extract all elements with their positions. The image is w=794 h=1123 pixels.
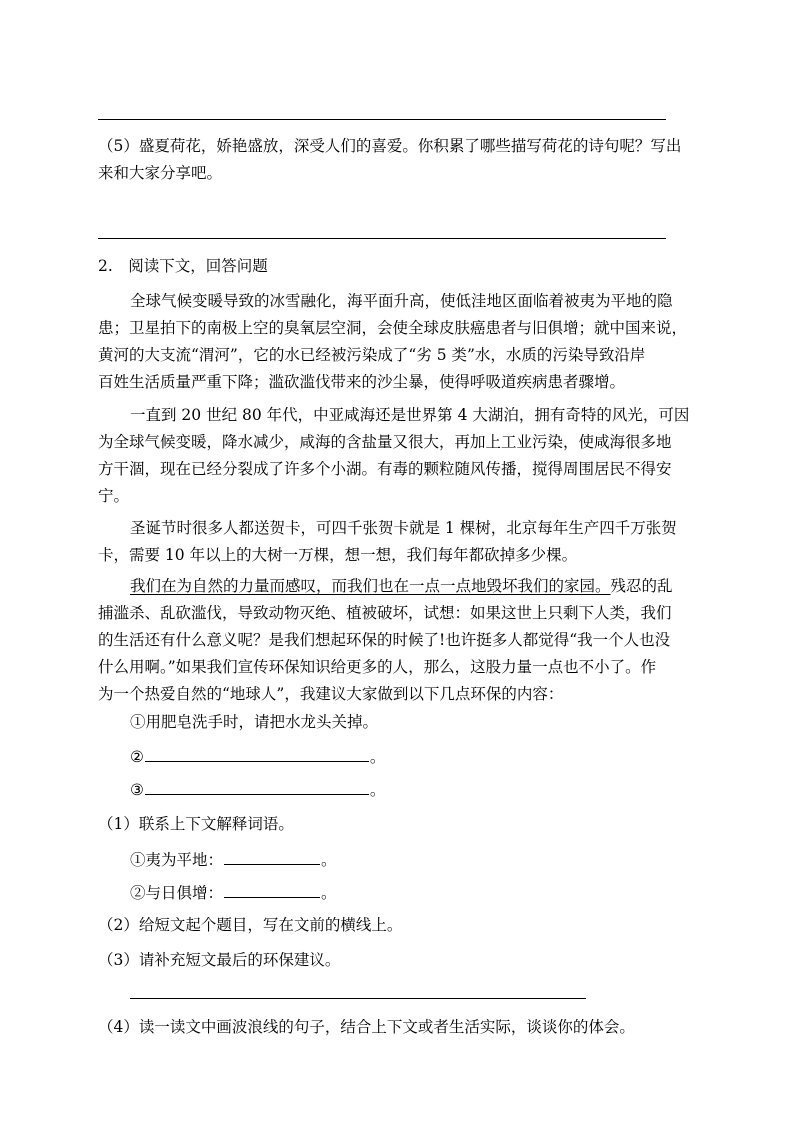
- sub-question-1a-blank[interactable]: [224, 849, 320, 865]
- sub-question-1a-period: 。: [321, 851, 337, 869]
- para1-line-4: 百姓生活质量严重下降；滥砍滥伐带来的沙尘暴，使得呼吸道疾病患者骤增。: [98, 373, 626, 391]
- para2-line-1: 一直到 20 世纪 80 年代，中亚咸海还是世界第 4 大湖泊，拥有奇特的风光，可因: [130, 406, 690, 424]
- para4-line-1: [130, 576, 673, 596]
- para1-line-1: 全球气候变暖导致的冰雪融化，海平面升高，使低洼地区面临着被夷为平地的隐: [130, 292, 673, 310]
- para2-line-2: 为全球气候变暖，降水减少，咸海的含盐量又很大，再加上工业污染，使咸海很多地: [98, 433, 672, 451]
- suggestion-2-marker: ②: [130, 748, 144, 766]
- para4-line-2: 捕滥杀、乱砍滥伐，导致动物灭绝、植被破坏，试想：如果这世上只剩下人类，我们: [98, 604, 672, 622]
- sub-question-1b-blank[interactable]: [224, 882, 320, 898]
- para4-line-4: 什么用啊。”如果我们宣传环保知识给更多的人，那么，这股力量一点也不小了。作: [98, 658, 657, 676]
- answer-line-top[interactable]: [98, 119, 666, 120]
- q5-line-1: （5）盛夏荷花，娇艳盛放，深受人们的喜爱。你积累了哪些描写荷花的诗句呢？写出: [98, 137, 682, 155]
- sub-question-1a: [130, 849, 337, 870]
- sub-question-1b-label: ②与日俱增：: [130, 884, 224, 902]
- para2-line-4: 宁。: [98, 487, 130, 505]
- para3-line-2: 卡，需要 10 年以上的大树一万棵，想一想，我们每年都砍掉多少棵。: [98, 546, 578, 564]
- suggestion-3-blank[interactable]: [145, 779, 369, 795]
- para4-line-3: 的生活还有什么意义呢？是我们想起环保的时候了!也许挺多人都觉得“我一个人也没: [98, 631, 671, 649]
- para3-line-1: 圣诞节时很多人都送贺卡，可四千张贺卡就是 1 棵树，北京每年生产四千万张贺: [130, 519, 677, 537]
- sub-question-3: （3）请补充短文最后的环保建议。: [98, 951, 341, 969]
- q5-line-2: 来和大家分享吧。: [98, 164, 223, 182]
- suggestion-2: [130, 746, 385, 767]
- sub-question-2: （2）给短文起个题目，写在文前的横线上。: [98, 916, 403, 934]
- answer-line-q5[interactable]: [98, 238, 666, 239]
- suggestion-3-period: 。: [369, 781, 386, 799]
- para4-line-5: 为一个热爱自然的“地球人”，我建议大家做到以下几点环保的内容：: [98, 685, 564, 703]
- sub-question-1b: [130, 882, 337, 903]
- para4-line-1-rest: 残忍的乱: [610, 577, 673, 595]
- para2-line-3: 方干涸，现在已经分裂成了许多个小湖。有毒的颗粒随风传播，搅得周围居民不得安: [98, 460, 672, 478]
- q2-heading: 2. 阅读下文，回答问题: [98, 257, 268, 275]
- suggestion-1: ①用肥皂洗手时，请把水龙头关掉。: [130, 713, 379, 731]
- sub-question-1b-period: 。: [321, 884, 337, 902]
- sub-question-4: （4）读一读文中画波浪线的句子，结合上下文或者生活实际，谈谈你的体会。: [98, 1018, 635, 1036]
- wavy-underlined-sentence: 我们在为自然的力量而感叹，而我们也在一点一点地毁坏我们的家园。: [130, 577, 611, 595]
- para1-line-2: 患；卫星拍下的南极上空的臭氧层空洞，会使全球皮肤癌患者与旧俱增；就中国来说，: [98, 319, 688, 337]
- para1-line-3: 黄河的大支流“渭河”，它的水已经被污染成了“劣 5 类”水，水质的污染导致沿岸: [98, 346, 646, 364]
- suggestion-3: [130, 779, 385, 800]
- sub-question-1a-label: ①夷为平地：: [130, 851, 224, 869]
- suggestion-2-period: 。: [369, 748, 386, 766]
- suggestion-2-blank[interactable]: [145, 746, 369, 762]
- answer-line-sub3[interactable]: [130, 998, 586, 999]
- suggestion-3-marker: ③: [130, 781, 144, 799]
- sub-question-1: （1）联系上下文解释词语。: [98, 815, 294, 833]
